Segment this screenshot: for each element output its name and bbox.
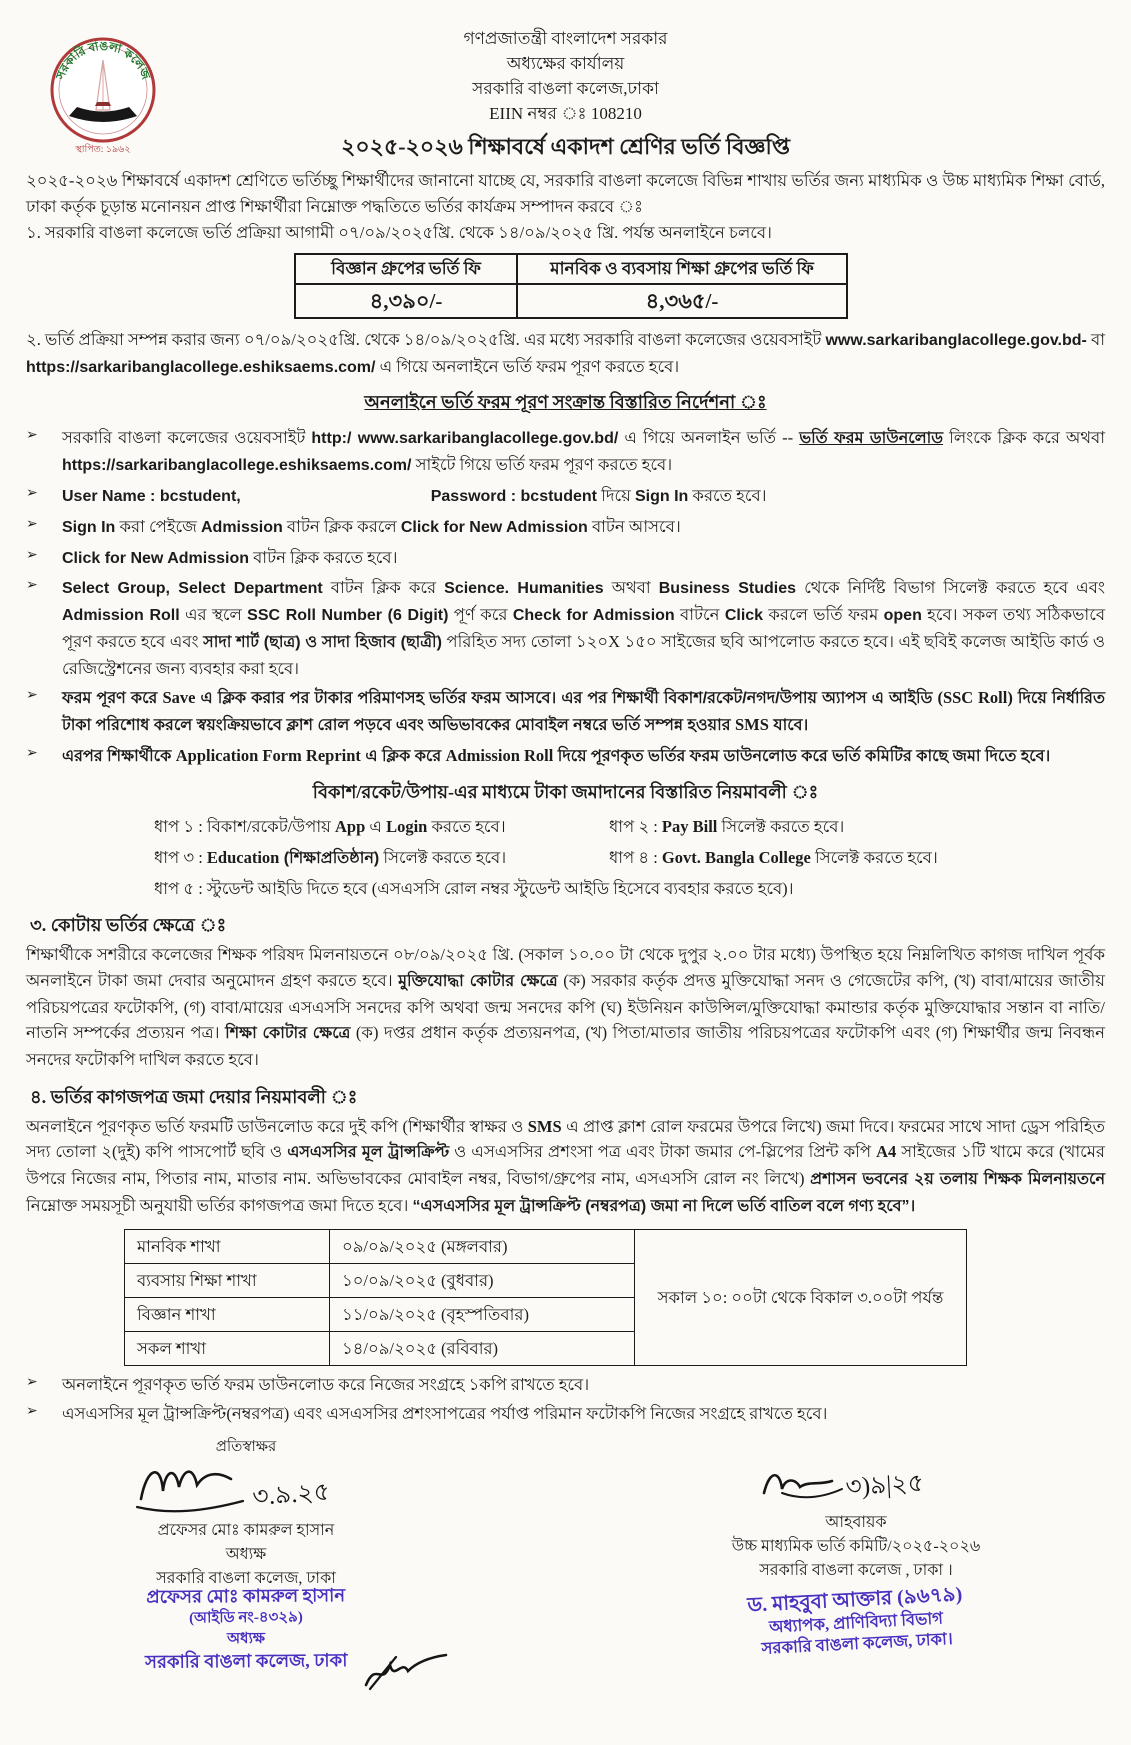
instruction-bullet: [26, 743, 1105, 770]
schedule-time: সকাল ১০: ০০টা থেকে বিকাল ৩.০০টা পর্যন্ত: [635, 1229, 967, 1365]
note-bullet: [26, 1372, 1105, 1398]
submission-schedule-table: [124, 1229, 967, 1366]
note-text: এসএসসির মূল ট্রান্সক্রিপ্ট(নম্বরপত্র) এবং এসএসসির প্রশংসাপত্রের পর্যাপ্ত পরিমান ফটোকপি নিজের সংগ্রহে রাখতে হবে।: [62, 1404, 828, 1424]
instruction-bullet: [26, 483, 1105, 510]
convener-signature-icon: [746, 1459, 966, 1511]
bullet-text: Select Group, Select Department বাটন ক্লিক করে Science. Humanities অথবা Business Studies থেকে নির্দিষ্ট বিভাগ সিলেক্ট করতে হবে এবং Admission Roll এর স্থলে SSC Roll Number (6 Digit) পূর্ণ করে Check for Admission বাটনে Click করলে ভর্তি ফরম open হবে। সকল তথ্য সঠিকভাবে পূরণ করতে হবে এবং সাদা শার্ট (ছাত্র) ও সাদা হিজাব (ছাত্রী) পরিহিত সদ্য তোলা ১২০X ১৫০ সাইজের ছবি আপলোড করতে হবে। এই ছবিই কলেজ আইডি কার্ড ও রেজিস্ট্রেশনের জন্য ব্যবহার করা হবে।: [62, 578, 1106, 678]
principal-signature-block: [96, 1437, 396, 1673]
note-bullet: [26, 1401, 1105, 1427]
quota-section-body: শিক্ষার্থীকে সশরীরে কলেজের শিক্ষক পরিষদ মিলনায়তনে ০৮/০৯/২০২৫ খ্রি. (সকাল ১০.০০ টা থেকে দুপুর ২.০০ টার মধ্যে) উপস্থিত হয়ে নিম্নলিখিত কাগজ দাখিল পূর্বক অনলাইনে টাকা জমা দেবার অনুমোদন গ্রহণ করতে হবে। মুক্তিযোদ্ধা কোটার ক্ষেত্রে (ক) সরকার কর্তৃক প্রদত্ত মুক্তিযোদ্ধা সনদ ও গেজেটের কপি, (খ) বাবা/মায়ের জাতীয় পরিচয়পত্রের ফটোকপি, (গ) বাবা/মায়ের এসএসসি সনদের কপি অথবা জন্ম সনদের কপি (ঘ) ইউনিয়ন কাউন্সিল/মুক্তিযোদ্ধা কমান্ডার কর্তৃক মুক্তিযোদ্ধার সন্তান বা নাতি/নাতনি সম্পর্কের প্রত্যয়ন পত্র। শিক্ষা কোটার ক্ষেত্রে (ক) দপ্তর প্রধান কর্তৃক প্রত্যয়নপত্র, (খ) পিতা/মাতার জাতীয় পরিচয়পত্রের ফটোকপি এবং (গ) শিক্ষার্থীর জন্ম নিবন্ধন সনদের ফটোকপি দাখিল করতে হবে।: [26, 945, 1106, 1070]
principal-stamp: [96, 1583, 397, 1674]
document-header: [26, 26, 1105, 162]
bullet-arrow-icon: ➢: [26, 486, 38, 502]
documents-section-heading: ৪. ভর্তির কাগজপত্র জমা দেয়ার নিয়মাবলী ঃ: [30, 1086, 358, 1107]
schedule-branch: ব্যবসায় শিক্ষা শাখা: [125, 1263, 330, 1297]
instruction-bullet: [26, 685, 1105, 739]
fee-table-header-row: [295, 254, 847, 284]
payment-step-2: ধাপ ২ : Pay Bill সিলেক্ট করতে হবে।: [609, 816, 845, 836]
seal-college-name: সরকারি বাঙলা কলেজ: [52, 38, 154, 82]
bullet-arrow-icon: ➢: [26, 1374, 38, 1390]
stamp-org: সরকারি বাঙলা কলেজ, ঢাকা: [145, 1649, 348, 1672]
instruction-bullet: [26, 514, 1105, 541]
convener-role: আহবায়ক: [825, 1513, 887, 1531]
payment-step-5: ধাপ ৫ : স্টুডেন্ট আইডি দিতে হবে (এসএসসি রোল নম্বর স্টুডেন্ট আইডি হিসেবে ব্যবহার করতে হবে)।: [154, 878, 794, 898]
signature-area: [26, 1437, 1105, 1737]
fee-value-humanities-business: ৪,৩৬৫/-: [517, 284, 847, 318]
note-text: অনলাইনে পূরণকৃত ভর্তি ফরম ডাউনলোড করে নিজের সংগ্রহে ১কপি রাখতে হবে।: [62, 1374, 590, 1394]
bullet-arrow-icon: ➢: [26, 428, 38, 444]
principal-name: প্রফেসর মোঃ কামরুল হাসান: [157, 1521, 335, 1539]
payment-step-4: ধাপ ৪ : Govt. Bangla College সিলেক্ট করতে হবে।: [609, 847, 938, 867]
schedule-branch: বিজ্ঞান শাখা: [125, 1297, 330, 1331]
schedule-date: ১০/০৯/২০২৫ (বুধবার): [330, 1263, 635, 1297]
handwritten-date: ৩)৯|২৫: [844, 1469, 925, 1501]
item-1-line: ১. সরকারি বাঙলা কলেজে ভর্তি প্রক্রিয়া আগামী ০৭/০৯/২০২৫খ্রি. থেকে ১৪/০৯/২০২৫ খ্রি. পর্যন্ত অনলাইনে চলবে।: [26, 223, 772, 243]
stamp-role: অধ্যক্ষ: [227, 1630, 266, 1647]
schedule-branch: সকল শাখা: [125, 1331, 330, 1365]
college-seal-logo: [44, 30, 162, 163]
principal-role: অধ্যক্ষ: [225, 1545, 267, 1563]
schedule-date: ১৪/০৯/২০২৫ (রবিবার): [330, 1331, 635, 1365]
fee-value-science: ৪,৩৯০/-: [295, 284, 517, 318]
stamp-role: অধ্যাপক, প্রাণিবিদ্যা বিভাগ: [768, 1608, 944, 1637]
principal-org: সরকারি বাঙলা কলেজ, ঢাকা: [156, 1569, 336, 1587]
schedule-row: [125, 1229, 967, 1263]
fee-table-value-row: [295, 284, 847, 318]
schedule-date: ১১/০৯/২০২৫ (বৃহস্পতিবার): [330, 1297, 635, 1331]
notice-title: ২০২৫-২০২৬ শিক্ষাবর্ষে একাদশ শ্রেণির ভর্তি বিজ্ঞপ্তি: [341, 134, 790, 159]
instruction-bullet: [26, 425, 1105, 479]
payment-step-1: ধাপ ১ : বিকাশ/রকেট/উপায় App এ Login করতে হবে।: [154, 816, 506, 836]
bullet-arrow-icon: ➢: [26, 578, 38, 594]
bullet-arrow-icon: ➢: [26, 547, 38, 563]
instruction-bullet: [26, 545, 1105, 572]
college-name: সরকারি বাঙলা কলেজ,ঢাকা: [472, 79, 659, 98]
stamp-org: সরকারি বাঙলা কলেজ, ঢাকা।: [761, 1628, 954, 1658]
fee-header-humanities-business: মানবিক ও ব্যবসায় শিক্ষা গ্রুপের ভর্তি ফি: [517, 254, 847, 284]
government-name: গণপ্রজাতন্ত্রী বাংলাদেশ সরকার: [463, 29, 668, 48]
eiin-number: EIIN নম্বর ঃ 108210: [489, 104, 642, 123]
schedule-branch: মানবিক শাখা: [125, 1229, 330, 1263]
committee-name: উচ্চ মাধ্যমিক ভর্তি কমিটি/২০২৫-২০২৬: [731, 1537, 981, 1555]
fee-table: [294, 253, 848, 319]
stamp-name: ড. মাহবুবা আক্তার (৯৬৭৯): [746, 1583, 963, 1617]
convener-signature-block: [676, 1459, 1036, 1658]
documents-section-body: অনলাইনে পূরণকৃত ভর্তি ফরমটি ডাউনলোড করে দুই কপি (শিক্ষার্থীর স্বাক্ষর ও SMS এ প্রাপ্ত ক্লাশ রোল ফরমের উপরে লিখে) জমা দিবে। ফরমের সাথে সাদা ড্রেস পরিহিত সদ্য তোলা ২(দুই) কপি পাসপোর্ট ছবি ও এসএসসির মূল ট্রান্সক্রিপ্ট ও এসএসসির প্রশংসা পত্র এবং টাকা জমার পে-স্লিপের প্রিন্ট কপি A4 সাইজের ১টি খামে করে (খামের উপরে নিজের নাম, পিতার নাম, মাতার নাম. অভিভাবকের মোবাইল নম্বর, বিভাগ/গ্রুপের নাম, এসএসসি রোল নং লিখে) প্রশাসন ভবনের ২য় তলায় শিক্ষক মিলনায়তনে নিম্নোক্ত সময়সূচী অনুযায়ী ভর্তির কাগজপত্র জমা দিতে হবে। “এসএসসির মূল ট্রান্সক্রিপ্ট (নম্বরপত্র) জমা না দিলে ভর্তি বাতিল বলে গণ্য হবে”।: [26, 1116, 1105, 1215]
fee-header-science: বিজ্ঞান গ্রুপের ভর্তি ফি: [295, 254, 517, 284]
handwritten-date: ৩.৯.২৫: [251, 1478, 331, 1511]
seal-established-text: স্থাপিত: ১৯৬২: [75, 145, 131, 155]
office-name: অধ্যক্ষের কার্যালয়: [506, 54, 625, 73]
online-instructions-heading: অনলাইনে ভর্তি ফরম পূরণ সংক্রান্ত বিস্তারিত নির্দেশনা ঃ: [364, 392, 767, 413]
bullet-text: User Name : bcstudent, Password : bcstudent দিয়ে Sign In করতে হবে।: [62, 486, 767, 506]
bullet-text: Click for New Admission বাটন ক্লিক করতে হবে।: [62, 547, 398, 567]
principal-signature-icon: [131, 1457, 361, 1519]
bullet-text: এরপর শিক্ষার্থীকে Application Form Reprint এ ক্লিক করে Admission Roll দিয়ে পূরণকৃত ভর্তির ফরম ডাউনলোড করে ভর্তি কমিটির কাছে জমা দিতে হবে।: [62, 746, 1051, 765]
payment-steps: [154, 815, 1105, 902]
bullet-arrow-icon: ➢: [26, 746, 38, 761]
intro-paragraph: ২০২৫-২০২৬ শিক্ষাবর্ষে একাদশ শ্রেণিতে ভর্তিচ্ছু শিক্ষার্থীদের জানানো যাচ্ছে যে, সরকারি বাঙলা কলেজে বিভিন্ন শাখায় ভর্তির জন্য মাধ্যমিক ও উচ্চ মাধ্যমিক শিক্ষা বোর্ড, ঢাকা কর্তৃক চূড়ান্ত মনোনয়ন প্রাপ্ত শিক্ষার্থীরা নিম্নোক্ত পদ্ধতিতে ভর্তির কার্যক্রম সম্পাদন করবে ঃ: [26, 171, 1105, 216]
stamp-id: (আইডি নং-৪৩২৯): [188, 1609, 303, 1627]
bullet-text: Sign In করা পেইজে Admission বাটন ক্লিক করলে Click for New Admission বাটন আসবে।: [62, 516, 681, 536]
bullet-arrow-icon: ➢: [26, 688, 38, 704]
countersign-label: প্রতিস্বাক্ষর: [215, 1438, 277, 1455]
schedule-date: ০৯/০৯/২০২৫ (মঙ্গলবার): [330, 1229, 635, 1263]
bullet-text: সরকারি বাঙলা কলেজের ওয়েবসাইট http:/ www.sarkaribanglacollege.gov.bd/ এ গিয়ে অনলাইন ভর্তি -- ভর্তি ফরম ডাউনলোড লিংকে ক্লিক করে অথবা https://sarkaribanglacollege.eshiksaems.com/ সাইটে গিয়ে ভর্তি ফরম পূরণ করতে হবে।: [62, 428, 1105, 475]
item-2-paragraph: ২. ভর্তি প্রক্রিয়া সম্পন্ন করার জন্য ০৭/০৯/২০২৫খ্রি. থেকে ১৪/০৯/২০২৫খ্রি. এর মধ্যে সরকারি বাঙলা কলেজের ওয়েবসাইট www.sarkaribanglacollege.gov.bd- বা https://sarkaribanglacollege.eshiksaems.com/ এ গিয়ে অনলাইনে ভর্তি ফরম পূরণ করতে হবে।: [26, 329, 1105, 376]
quota-section-heading: ৩. কোটায় ভর্তির ক্ষেত্রে ঃ: [30, 915, 227, 936]
instruction-bullet: [26, 575, 1105, 681]
college-seal-icon: [45, 30, 161, 158]
extra-signature-icon: [356, 1647, 456, 1703]
convener-stamp: [675, 1579, 1038, 1663]
payment-step-3: ধাপ ৩ : Education (শিক্ষাপ্রতিষ্ঠান) সিলেক্ট করতে হবে।: [154, 847, 507, 867]
stamp-name: প্রফেসর মোঃ কামরুল হাসান: [146, 1584, 346, 1607]
convener-org: সরকারি বাঙলা কলেজ , ঢাকা ।: [759, 1561, 953, 1579]
bullet-arrow-icon: ➢: [26, 516, 38, 532]
payment-rules-heading: বিকাশ/রকেট/উপায়-এর মাধ্যমে টাকা জমাদানের বিস্তারিত নিয়মাবলী ঃ: [312, 781, 819, 802]
bullet-text: ফরম পূরণ করে Save এ ক্লিক করার পর টাকার পরিমাণসহ ভর্তির ফরম আসবে। এর পর শিক্ষার্থী বিকাশ/রকেট/নগদ/উপায় অ্যাপস এ আইডি (SSC Roll) দিয়ে নির্ধারিত টাকা পরিশোধ করলে স্বয়ংক্রিয়ভাবে ক্লাশ রোল পড়বে এবং অভিভাবকের মোবাইল নম্বরে ভর্তি সম্পন্ন হওয়ার SMS যাবে।: [62, 688, 1105, 735]
bullet-arrow-icon: ➢: [26, 1404, 38, 1420]
